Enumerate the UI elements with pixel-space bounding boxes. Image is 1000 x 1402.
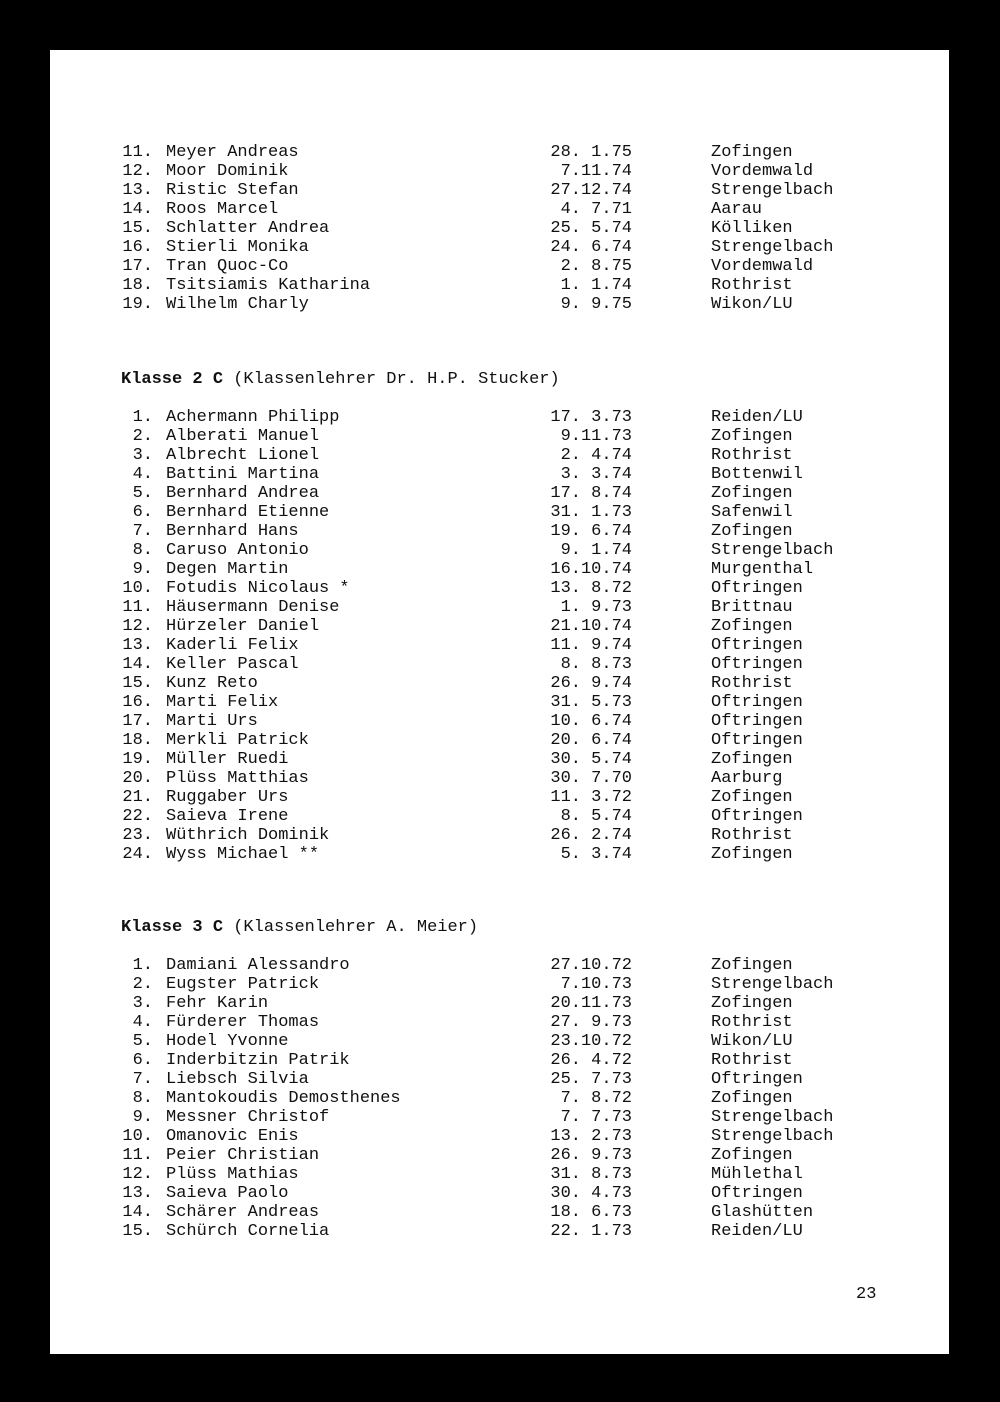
list-item <box>50 503 949 522</box>
student-date: 17. 3.73 <box>550 408 632 427</box>
student-name: Roos Marcel <box>166 200 279 219</box>
student-num: 5. <box>132 1032 153 1051</box>
student-place: Aarburg <box>711 769 783 788</box>
student-num: 5. <box>132 484 153 503</box>
student-num: 15. <box>122 219 153 238</box>
student-name: Fürderer Thomas <box>166 1013 320 1032</box>
student-date: 7.10.73 <box>560 975 632 994</box>
list-item <box>50 674 949 693</box>
student-place: Mühlethal <box>711 1165 803 1184</box>
student-place: Rothrist <box>711 1051 793 1070</box>
list-item <box>50 560 949 579</box>
student-num: 12. <box>122 1165 153 1184</box>
student-date: 31. 5.73 <box>550 693 632 712</box>
student-date: 27.12.74 <box>550 181 632 200</box>
list-item <box>50 276 949 295</box>
student-place: Vordemwald <box>711 257 814 276</box>
student-place: Rothrist <box>711 826 793 845</box>
student-date: 5. 3.74 <box>560 845 632 864</box>
student-date: 11. 3.72 <box>550 788 632 807</box>
student-place: Rothrist <box>711 674 793 693</box>
student-name: Plüss Matthias <box>166 769 309 788</box>
student-name: Liebsch Silvia <box>166 1070 309 1089</box>
student-name: Degen Martin <box>166 560 289 579</box>
document-page <box>50 50 949 1354</box>
student-num: 6. <box>132 1051 153 1070</box>
student-num: 9. <box>132 560 153 579</box>
list-item <box>50 181 949 200</box>
student-date: 30. 5.74 <box>550 750 632 769</box>
student-date: 4. 7.71 <box>560 200 632 219</box>
student-num: 16. <box>122 693 153 712</box>
student-date: 21.10.74 <box>550 617 632 636</box>
student-name: Merkli Patrick <box>166 731 309 750</box>
student-num: 8. <box>132 541 153 560</box>
list-item <box>50 1146 949 1165</box>
list-item <box>50 636 949 655</box>
student-num: 11. <box>122 1146 153 1165</box>
student-num: 14. <box>122 655 153 674</box>
student-date: 28. 1.75 <box>550 143 632 162</box>
student-num: 4. <box>132 465 153 484</box>
student-place: Oftringen <box>711 712 803 731</box>
student-num: 10. <box>122 579 153 598</box>
student-place: Zofingen <box>711 143 793 162</box>
student-num: 23. <box>122 826 153 845</box>
student-place: Aarau <box>711 200 763 219</box>
list-item <box>50 655 949 674</box>
student-date: 7. 8.72 <box>560 1089 632 1108</box>
student-num: 3. <box>132 994 153 1013</box>
student-num: 2. <box>132 975 153 994</box>
list-item <box>50 1108 949 1127</box>
student-name: Schlatter Andrea <box>166 219 330 238</box>
student-place: Safenwil <box>711 503 793 522</box>
list-item <box>50 238 949 257</box>
student-date: 23.10.72 <box>550 1032 632 1051</box>
student-place: Rothrist <box>711 1013 793 1032</box>
list-item <box>50 1051 949 1070</box>
list-item <box>50 693 949 712</box>
student-name: Messner Christof <box>166 1108 330 1127</box>
list-item <box>50 807 949 826</box>
student-name: Kunz Reto <box>166 674 258 693</box>
student-name: Bernhard Hans <box>166 522 299 541</box>
student-name: Keller Pascal <box>166 655 299 674</box>
student-num: 10. <box>122 1127 153 1146</box>
list-item <box>50 845 949 864</box>
student-num: 21. <box>122 788 153 807</box>
student-place: Kölliken <box>711 219 793 238</box>
student-num: 7. <box>132 522 153 541</box>
student-name: Eugster Patrick <box>166 975 320 994</box>
student-place: Strengelbach <box>711 181 834 200</box>
student-date: 31. 1.73 <box>550 503 632 522</box>
student-name: Peier Christian <box>166 1146 320 1165</box>
student-date: 1. 9.73 <box>560 598 632 617</box>
student-name: Fehr Karin <box>166 994 269 1013</box>
section-heading-3c <box>121 918 478 938</box>
student-name: Meyer Andreas <box>166 143 299 162</box>
student-num: 22. <box>122 807 153 826</box>
student-name: Wüthrich Dominik <box>166 826 330 845</box>
student-name: Albrecht Lionel <box>166 446 320 465</box>
student-num: 13. <box>122 181 153 200</box>
student-place: Oftringen <box>711 636 803 655</box>
list-item <box>50 408 949 427</box>
list-item <box>50 731 949 750</box>
student-name: Bernhard Etienne <box>166 503 330 522</box>
student-name: Battini Martina <box>166 465 320 484</box>
student-num: 9. <box>132 1108 153 1127</box>
student-date: 18. 6.73 <box>550 1203 632 1222</box>
list-item <box>50 750 949 769</box>
student-place: Zofingen <box>711 788 793 807</box>
student-num: 14. <box>122 1203 153 1222</box>
list-item <box>50 1184 949 1203</box>
student-date: 27. 9.73 <box>550 1013 632 1032</box>
student-place: Zofingen <box>711 1089 793 1108</box>
student-date: 17. 8.74 <box>550 484 632 503</box>
list-item <box>50 446 949 465</box>
student-place: Strengelbach <box>711 238 834 257</box>
student-date: 24. 6.74 <box>550 238 632 257</box>
list-item <box>50 1165 949 1184</box>
student-date: 26. 2.74 <box>550 826 632 845</box>
list-item <box>50 427 949 446</box>
student-date: 25. 5.74 <box>550 219 632 238</box>
student-date: 27.10.72 <box>550 956 632 975</box>
student-name: Ristic Stefan <box>166 181 299 200</box>
student-date: 22. 1.73 <box>550 1222 632 1241</box>
list-item <box>50 598 949 617</box>
student-date: 25. 7.73 <box>550 1070 632 1089</box>
student-place: Strengelbach <box>711 975 834 994</box>
student-num: 16. <box>122 238 153 257</box>
student-date: 26. 4.72 <box>550 1051 632 1070</box>
list-item <box>50 1089 949 1108</box>
student-place: Vordemwald <box>711 162 814 181</box>
student-date: 20.11.73 <box>550 994 632 1013</box>
list-item <box>50 484 949 503</box>
list-item <box>50 788 949 807</box>
student-name: Schürch Cornelia <box>166 1222 330 1241</box>
student-place: Oftringen <box>711 807 803 826</box>
student-num: 24. <box>122 845 153 864</box>
student-name: Müller Ruedi <box>166 750 289 769</box>
student-date: 1. 1.74 <box>560 276 632 295</box>
student-place: Brittnau <box>711 598 793 617</box>
student-place: Strengelbach <box>711 1108 834 1127</box>
student-num: 19. <box>122 750 153 769</box>
student-name: Moor Dominik <box>166 162 289 181</box>
student-place: Murgenthal <box>711 560 814 579</box>
student-date: 8. 8.73 <box>560 655 632 674</box>
class-label: Klasse 3 C <box>121 918 224 937</box>
student-place: Zofingen <box>711 1146 793 1165</box>
student-place: Rothrist <box>711 446 793 465</box>
student-date: 8. 5.74 <box>560 807 632 826</box>
student-date: 9.11.73 <box>560 427 632 446</box>
student-name: Omanovic Enis <box>166 1127 299 1146</box>
student-num: 15. <box>122 674 153 693</box>
student-date: 16.10.74 <box>550 560 632 579</box>
list-item <box>50 541 949 560</box>
list-item <box>50 769 949 788</box>
list-item <box>50 826 949 845</box>
student-name: Wyss Michael ** <box>166 845 320 864</box>
student-place: Oftringen <box>711 1070 803 1089</box>
list-item <box>50 1013 949 1032</box>
teacher-label: (Klassenlehrer A. Meier) <box>233 918 479 937</box>
student-place: Reiden/LU <box>711 1222 803 1241</box>
student-place: Reiden/LU <box>711 408 803 427</box>
student-place: Glashütten <box>711 1203 814 1222</box>
student-num: 19. <box>122 295 153 314</box>
list-item <box>50 465 949 484</box>
student-date: 9. 9.75 <box>560 295 632 314</box>
student-name: Mantokoudis Demosthenes <box>166 1089 401 1108</box>
student-name: Fotudis Nicolaus * <box>166 579 350 598</box>
list-item <box>50 295 949 314</box>
student-place: Zofingen <box>711 484 793 503</box>
student-date: 9. 1.74 <box>560 541 632 560</box>
list-item <box>50 1070 949 1089</box>
student-name: Saieva Irene <box>166 807 289 826</box>
student-date: 13. 8.72 <box>550 579 632 598</box>
section-heading-2c <box>121 370 560 390</box>
student-num: 8. <box>132 1089 153 1108</box>
student-name: Marti Urs <box>166 712 258 731</box>
list-item <box>50 1203 949 1222</box>
student-place: Oftringen <box>711 731 803 750</box>
student-name: Schärer Andreas <box>166 1203 320 1222</box>
student-name: Hürzeler Daniel <box>166 617 320 636</box>
student-num: 4. <box>132 1013 153 1032</box>
student-num: 20. <box>122 769 153 788</box>
student-num: 18. <box>122 276 153 295</box>
student-place: Zofingen <box>711 750 793 769</box>
student-place: Oftringen <box>711 655 803 674</box>
list-item <box>50 975 949 994</box>
page-number: 23 <box>856 1285 877 1304</box>
list-item <box>50 1032 949 1051</box>
student-num: 7. <box>132 1070 153 1089</box>
student-name: Wilhelm Charly <box>166 295 309 314</box>
list-item <box>50 579 949 598</box>
list-item <box>50 143 949 162</box>
student-num: 11. <box>122 598 153 617</box>
student-name: Hodel Yvonne <box>166 1032 289 1051</box>
list-item <box>50 162 949 181</box>
student-name: Häusermann Denise <box>166 598 340 617</box>
student-place: Zofingen <box>711 845 793 864</box>
student-place: Bottenwil <box>711 465 803 484</box>
student-date: 19. 6.74 <box>550 522 632 541</box>
student-place: Strengelbach <box>711 541 834 560</box>
student-num: 6. <box>132 503 153 522</box>
list-item <box>50 1127 949 1146</box>
student-place: Wikon/LU <box>711 1032 793 1051</box>
student-name: Marti Felix <box>166 693 279 712</box>
student-name: Saieva Paolo <box>166 1184 289 1203</box>
student-name: Bernhard Andrea <box>166 484 320 503</box>
student-name: Tsitsiamis Katharina <box>166 276 371 295</box>
student-num: 1. <box>132 956 153 975</box>
student-num: 2. <box>132 427 153 446</box>
student-name: Inderbitzin Patrik <box>166 1051 350 1070</box>
student-num: 17. <box>122 712 153 731</box>
student-name: Kaderli Felix <box>166 636 299 655</box>
list-item <box>50 219 949 238</box>
student-name: Achermann Philipp <box>166 408 340 427</box>
student-date: 30. 4.73 <box>550 1184 632 1203</box>
student-name: Tran Quoc-Co <box>166 257 289 276</box>
student-num: 13. <box>122 636 153 655</box>
student-name: Alberati Manuel <box>166 427 320 446</box>
student-num: 18. <box>122 731 153 750</box>
student-place: Rothrist <box>711 276 793 295</box>
student-num: 13. <box>122 1184 153 1203</box>
student-place: Zofingen <box>711 522 793 541</box>
student-num: 3. <box>132 446 153 465</box>
student-num: 17. <box>122 257 153 276</box>
student-place: Wikon/LU <box>711 295 793 314</box>
list-item <box>50 257 949 276</box>
list-item <box>50 994 949 1013</box>
student-date: 26. 9.74 <box>550 674 632 693</box>
student-name: Caruso Antonio <box>166 541 309 560</box>
list-item <box>50 200 949 219</box>
student-place: Zofingen <box>711 427 793 446</box>
teacher-label: (Klassenlehrer Dr. H.P. Stucker) <box>233 370 560 389</box>
student-place: Oftringen <box>711 579 803 598</box>
list-item <box>50 956 949 975</box>
student-place: Zofingen <box>711 994 793 1013</box>
student-num: 1. <box>132 408 153 427</box>
student-date: 3. 3.74 <box>560 465 632 484</box>
student-num: 11. <box>122 143 153 162</box>
student-num: 12. <box>122 162 153 181</box>
student-date: 20. 6.74 <box>550 731 632 750</box>
student-place: Zofingen <box>711 956 793 975</box>
student-name: Damiani Alessandro <box>166 956 350 975</box>
class-label: Klasse 2 C <box>121 370 224 389</box>
student-date: 13. 2.73 <box>550 1127 632 1146</box>
student-date: 10. 6.74 <box>550 712 632 731</box>
student-name: Stierli Monika <box>166 238 309 257</box>
list-item <box>50 617 949 636</box>
student-date: 26. 9.73 <box>550 1146 632 1165</box>
student-place: Oftringen <box>711 693 803 712</box>
student-date: 2. 8.75 <box>560 257 632 276</box>
student-name: Plüss Mathias <box>166 1165 299 1184</box>
student-num: 14. <box>122 200 153 219</box>
list-item <box>50 522 949 541</box>
list-item <box>50 1222 949 1241</box>
student-place: Strengelbach <box>711 1127 834 1146</box>
student-place: Zofingen <box>711 617 793 636</box>
student-date: 11. 9.74 <box>550 636 632 655</box>
student-place: Oftringen <box>711 1184 803 1203</box>
student-date: 30. 7.70 <box>550 769 632 788</box>
student-date: 31. 8.73 <box>550 1165 632 1184</box>
student-num: 12. <box>122 617 153 636</box>
student-date: 2. 4.74 <box>560 446 632 465</box>
student-date: 7. 7.73 <box>560 1108 632 1127</box>
student-num: 15. <box>122 1222 153 1241</box>
student-name: Ruggaber Urs <box>166 788 289 807</box>
list-item <box>50 712 949 731</box>
student-date: 7.11.74 <box>560 162 632 181</box>
